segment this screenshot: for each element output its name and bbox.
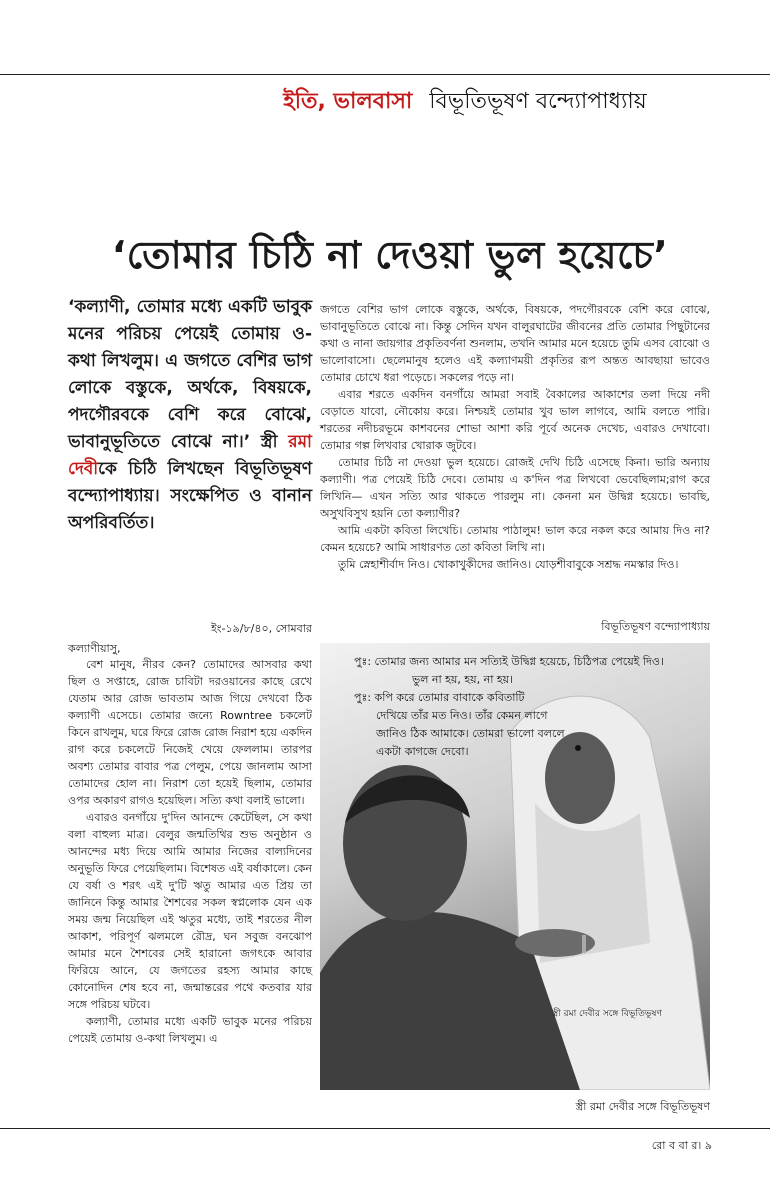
letter-paragraph: এবার শরতে একদিন বনগাঁয়ে আমরা সবাই বৈকালের আকাশের তলা দিয়ে নদী বেড়াতে যাবো, নৌকোয় করে। নিশ্চয়ই তোমার খুব ভাল লাগবে, আমি বলতে পারি। শরতের নদীচরভূমে কাশবনের শোভা আশা করি পূর্বে অনেক দেখেচ, এবারও দেখাবো। তোমার গল্প লিখবার খোরাক জুটবে। [320,388,710,452]
letter-paragraph: কল্যাণী, তোমার মধ্যে একটি ভাবুক মনের পরিচয় পেয়েই তোমায় ও-কথা লিখলুম। এ [68,1015,312,1045]
top-rule [0,74,770,75]
page-folio: রো ব বা র। ৯ [651,1139,712,1152]
letter-dateline: ইং-১৯/৮/৪০, সোমবার [211,622,312,635]
photo-caption: স্ত্রী রমা দেবীর সঙ্গে বিভূতিভূষণ [575,1100,710,1113]
letter-signature: বিভূতিভূষণ বন্দ্যোপাধ্যায় [601,620,710,633]
postscript-line: পুঃ: তোমার জন্য আমার মন সত্যিই উদ্বিগ্ন হয়েচে, চিঠিপত্র পেয়েই দিও। [354,655,664,668]
article-header [185,84,745,121]
postscript-line: ভুল না হয়, হয়, না হয়। [412,673,514,686]
letter-paragraph: বেশ মানুষ, নীরব কেন? তোমাদের আসবার কথা ছিল ও সপ্তাহে, রোজ চাবিটা দরওয়ানের কাছে রেখে যেতাম আর রোজ ভাবতাম আজ গিয়ে দেখবো ঠিক কল্যাণী এসেচে। তোমার জন্যে Rowntree চকলেট কিনে রাখলুম, ঘরে ফিরে রোজ রোজ নিরাশ হয়ে একদিন রাগ করে চকলেটে নিজেই খেয়ে ফেললাম। তারপর অবশ্য তোমার বাবার পত্র পেলুম, পেয়ে জানলাম আসা তোমাদের হোল না। নিরাশ তো হয়েই ছিলাম, তোমার ওপর অকারণ রাগও হয়েছিল। সত্যি কথা বলাই ভালো। [68,658,312,807]
letter-right-column [320,301,710,573]
postscript-line: দেখিয়ে তাঁর মত নিও। তাঁর কেমন লাগে [376,709,548,722]
photo-inner-caption: স্ত্রী রমা দেবীর সঙ্গে বিভূতিভূষণ [552,1009,662,1019]
couple-photograph [320,643,710,1090]
letter-salutation: কল্যাণীয়াসু, [68,642,121,655]
bottom-rule [0,1128,770,1129]
letter-paragraph: আমি একটা কবিতা লিখেচি। তোমায় পাঠালুম! ভাল করে নকল করে আমায় দিও না? কেমন হয়েচে? আমি সাধারণত তো কবিতা লিখি না। [320,524,710,554]
letter-paragraph: তোমার চিঠি না দেওয়া ভুল হয়েচে। রোজই দেখি চিঠি এসেছে কিনা। ভারি অন্যায় কল্যাণী। পত্র পেয়েই চিঠি দেবে। তোমায় এ ক'দিন পত্র লিখবো ভেবেছিলাম;রাগ করে লিখিনি— এখন সত্যি আর থাকতে পারলুম না। কেননা মন উদ্বিগ্ন হয়েচে। ভাবছি, অসুখবিসুখ হয়নি তো কল্যাণীর? [320,456,710,520]
postscript [354,653,700,761]
headline: ‘তোমার চিঠি না দেওয়া ভুল হয়েচে’ [111,233,669,277]
postscript-line: জানিও ঠিক আমাকে। তোমরা ভালো বললে [376,727,565,740]
letter-paragraph: তুমি স্নেহাশীর্বাদ নিও। খোকাখুকীদের জানিও। যোড়শীবাবুকে সশ্রদ্ধ নমস্কার দিও। [338,558,679,571]
letter-paragraph: এবারও বনগাঁয়ে দু'দিন আনন্দে কেটেছিল, সে কথা বলা বাহুল্য মাত্র। বেলুর জন্মতিথির শুভ অনুষ্ঠান ও আনন্দের মধ্য দিয়ে আমি আমার নিজের বাল্যদিনের অনুভূতি ফিরে পেয়েছিলাম। বিশেষত এই বর্ষাকালে। কেন যে বর্ষা ও শরৎ এই দু'টি ঋতু আমার এত প্রিয় তা জানিনে কিন্তু আমার শৈশবের সকল স্বপ্নলোক যেন এক সময় জন্ম নিয়েছিল এই ঋতুর মধ্যে, তাই শরতের নীল আকাশ, পরিপূর্ণ ঝলমলে রৌদ্র, ঘন সবুজ বনঝোপ আমার মনে শৈশবের সেই হারানো জগৎকে আবার ফিরিয়ে আনে, যে জগতের রহস্য আমার কাছে কোনোদিন শেষ হবে না, জন্মান্তরের পথে কতবার যার সঙ্গে পরিচয় ঘটবে। [68,811,312,1011]
letter-paragraph: জগতে বেশির ভাগ লোকে বস্তুকে, অর্থকে, বিষয়কে, পদগৌরবকে বেশি করে বোঝে, ভাবানুভূতিতে বোঝে না। কিন্তু সেদিন যখন বালুরঘাটের জীবনের প্রতি তোমার পিছুটানের কথা ও নানা জায়গার প্রকৃতিবর্ণনা শুনলাম, তখনি আমার মনে হয়েচে তুমি এসব বোঝো ও ভালোবাসো। ছেলেমানুষ হলেও এই কল্যাণময়ী প্রকৃতির রূপ অন্তত আবছায়া ভাবেও তোমার চোখে ধরা পড়েচে। সকলের পড়ে না। [320,303,710,384]
bangle [582,935,586,953]
letter-left-column [68,656,312,1047]
intro-text-1: ‘কল্যাণী, তোমার মধ্যে একটি ভাবুক মনের পরিচয় পেয়েই তোমায় ও-কথা লিখলুম। এ জগতে বেশির ভাগ লোকে বস্তুকে, অর্থকে, বিষয়কে, পদগৌরবকে বেশি করে বোঝে, ভাবানুভূতিতে বোঝে না।’ স্ত্রী [68,297,312,452]
postscript-line: একটা কাগজে দেবো। [376,745,469,758]
postscript-line: পুঃ: কপি করে তোমার বাবাকে কবিতাটি [354,691,525,704]
series-title: ইতি, ভালবাসা [283,89,413,114]
header-author: বিভূতিভূষণ বন্দ্যোপাধ্যায় [429,89,647,114]
intro-text-2: কে চিঠি লিখছেন বিভূতিভূষণ বন্দ্যোপাধ্যায়। সংক্ষেপিত ও বানান অপরিবর্তিত। [68,459,312,533]
intro-blurb [68,294,312,537]
intro-highlight-name: রমা দেবী [68,432,312,479]
